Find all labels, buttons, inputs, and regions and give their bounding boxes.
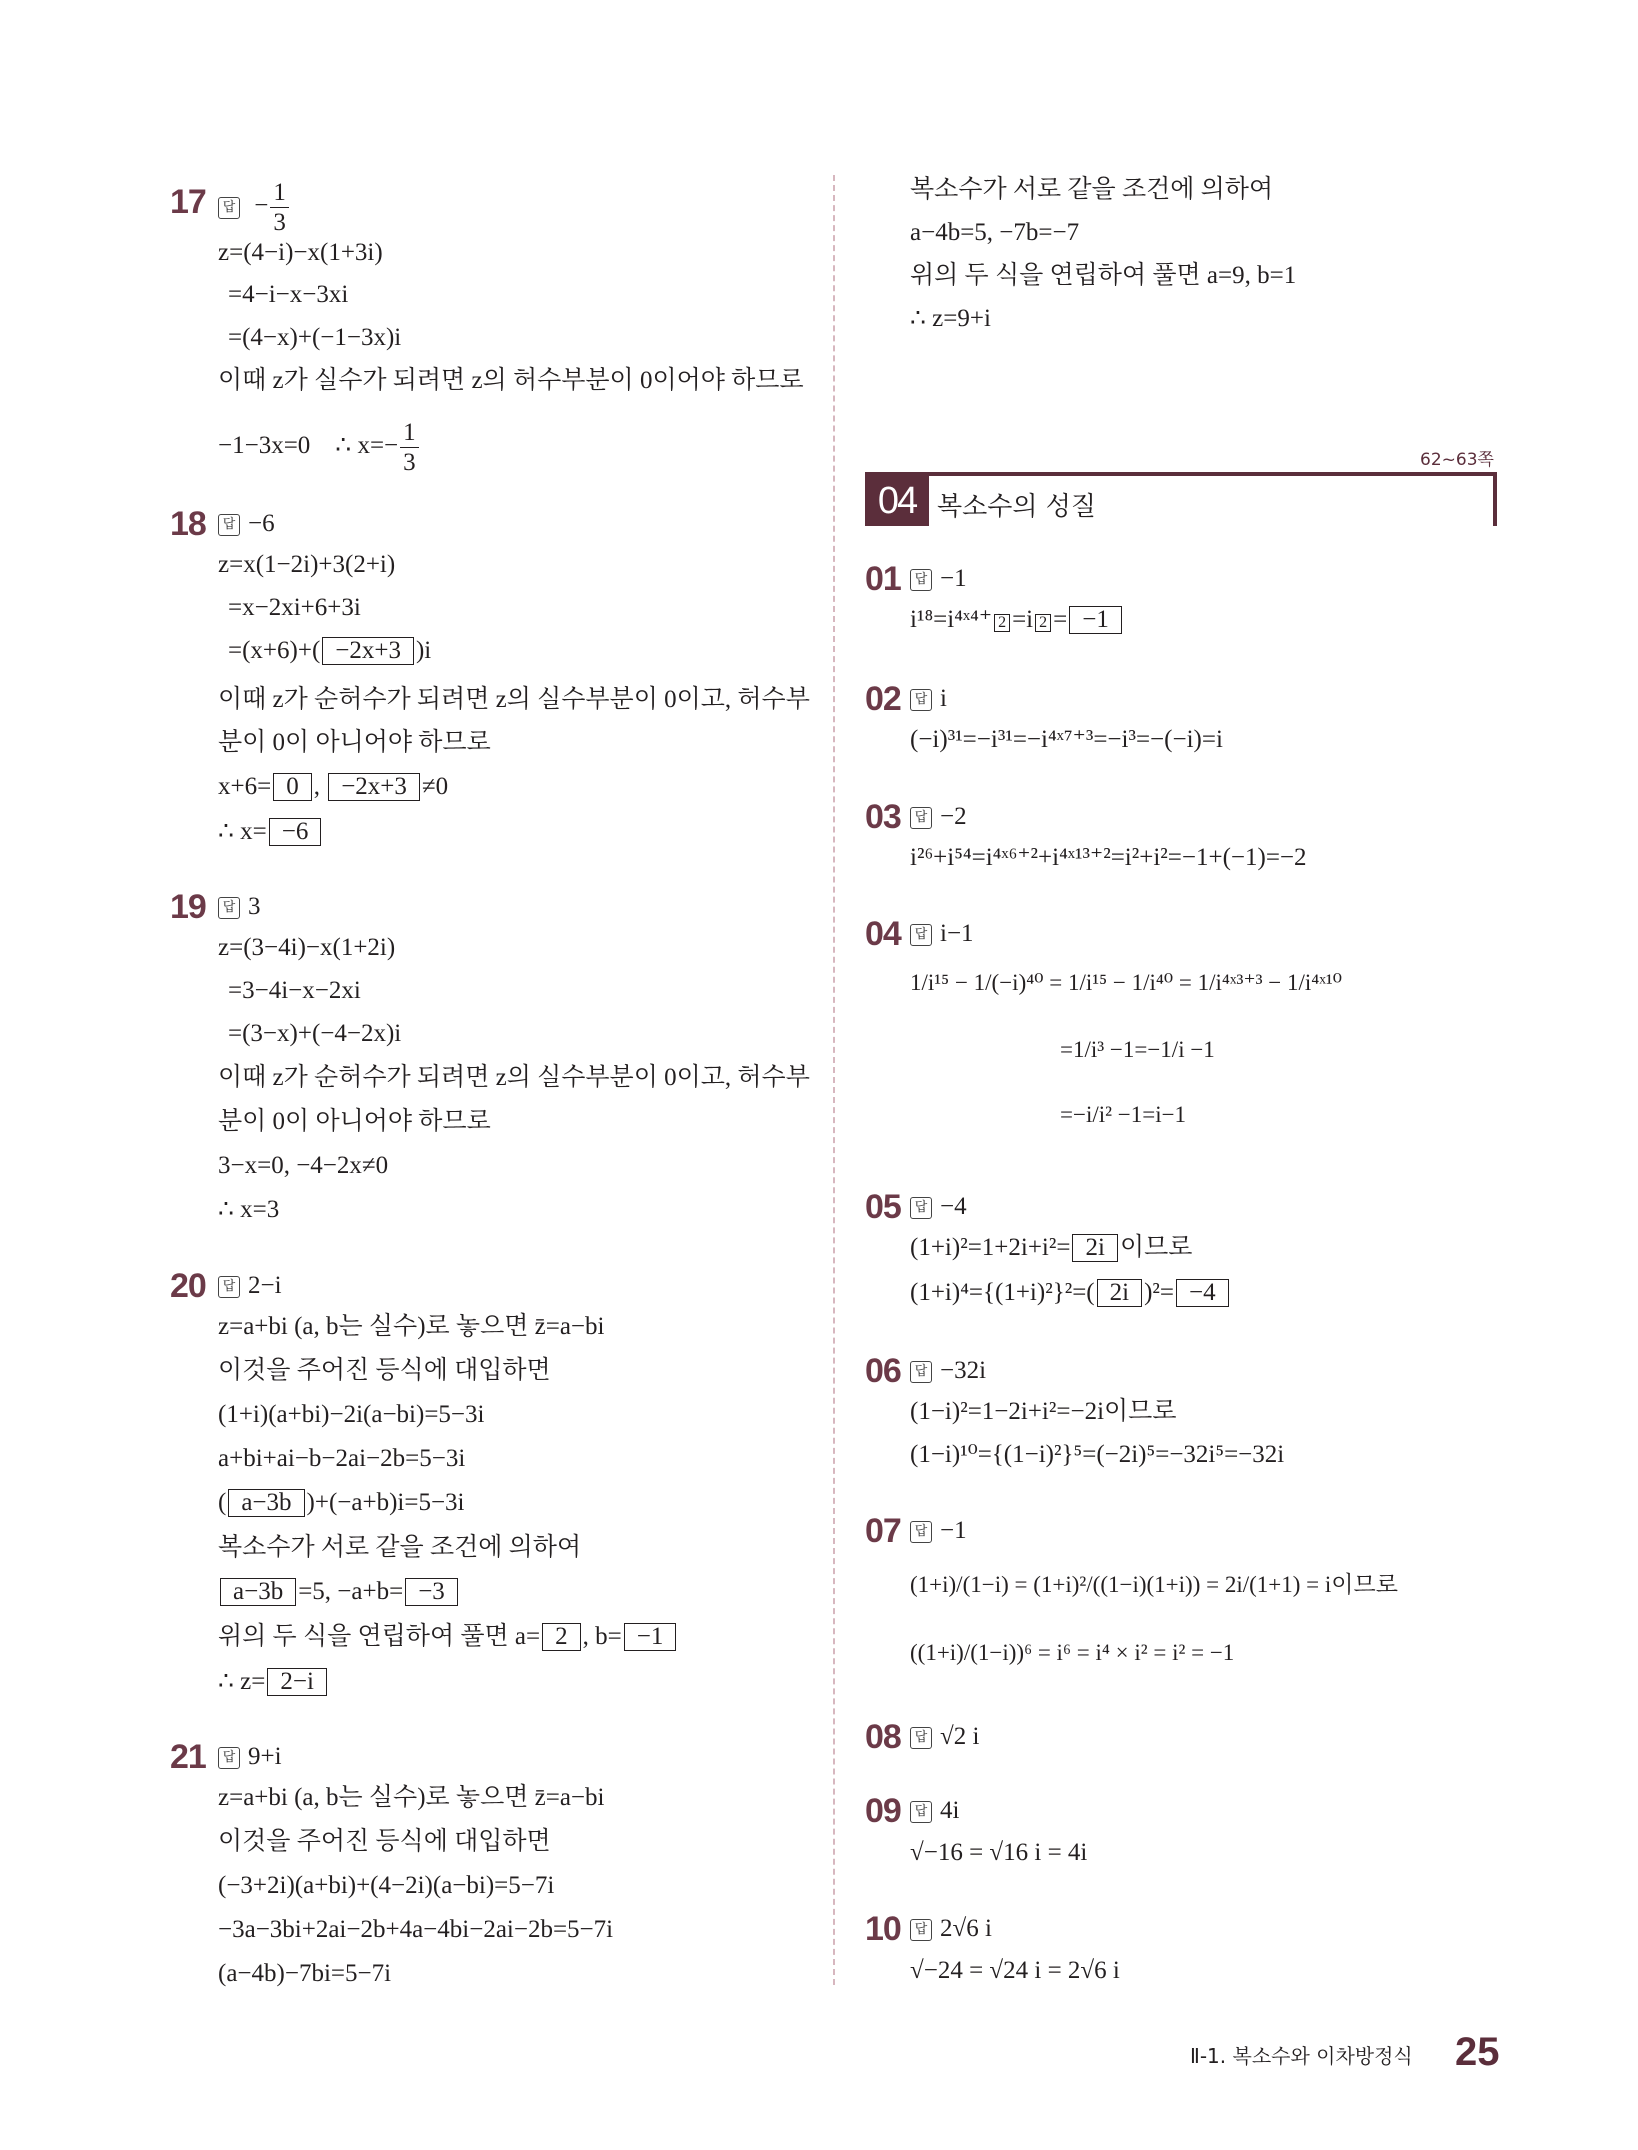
answer-line [910,920,974,948]
blank-box: −1 [624,1623,677,1651]
solution-line: z=a+bi (a, b는 실수)로 놓으면 z̄=a−bi [218,1784,605,1811]
section-title: 복소수의 성질 [937,492,1096,522]
answer-line [910,685,947,713]
solution-line: =x−2xi+6+3i [228,594,361,621]
solution-line: 이때 z가 순허수가 되려면 z의 실수부분이 0이고, 허수부 [218,686,810,713]
solution-line: −3a−3bi+2ai−2b+4a−4bi−2ai−2b=5−7i [218,1916,614,1943]
page-range: 62~63쪽 [1420,450,1494,470]
blank-box: 2i [1072,1234,1117,1262]
answer-value: 2−i [248,1272,282,1299]
solution-line: √−16 = √16 i = 4i [910,1839,1088,1866]
answer-value: 3 [248,893,261,920]
answer-line [910,1915,992,1943]
column-divider [833,175,835,1985]
answer-value: −1 [940,1517,967,1544]
solution-line: 복소수가 서로 같을 조건에 의하여 [910,176,1274,203]
solution-line: (1+i)(a+bi)−2i(a−bi)=5−3i [218,1401,485,1428]
answer-value: √2 i [940,1723,980,1750]
blank-box: −6 [269,818,322,846]
answer-tag-icon: 답 [910,1361,932,1383]
blank-box: −4 [1176,1279,1229,1307]
answer-line [910,1723,979,1751]
answer-line [218,510,275,538]
solution-line: 이때 z가 순허수가 되려면 z의 실수부분이 0이고, 허수부 [218,1064,810,1091]
solution-line: 위의 두 식을 연립하여 풀면 a= 2 , b= −1 [218,1622,678,1652]
solution-line: 3−x=0, −4−2x≠0 [218,1152,389,1179]
blank-box: 2 [1035,614,1051,632]
solution-line: =(x+6)+( −2x+3 )i [228,637,432,664]
problem-number: 20 [170,1267,206,1305]
blank-box: −3 [405,1578,458,1606]
solution-line: ∴ z=9+i [910,305,991,332]
solution-line: 위의 두 식을 연립하여 풀면 a=9, b=1 [910,262,1297,289]
problem-number: 07 [865,1512,901,1550]
answer-line [910,803,967,831]
answer-tag-icon: 답 [218,1276,240,1298]
answer-line [910,1797,959,1825]
answer-value: −4 [940,1193,967,1220]
solution-line: z=x(1−2i)+3(2+i) [218,551,396,578]
answer-value: 9+i [248,1743,282,1770]
problem-number: 05 [865,1188,901,1226]
problem-number: 02 [865,680,901,718]
solution-line: i²⁶+i⁵⁴=i⁴ˣ⁶⁺²+i⁴ˣ¹³⁺²=i²+i²=−1+(−1)=−2 [910,844,1307,871]
problem-number: 08 [865,1718,901,1756]
answer-value: 2√6 i [940,1915,992,1942]
solution-line: a−4b=5, −7b=−7 [910,219,1080,246]
blank-box: 2 [542,1623,581,1651]
page-number: 25 [1455,2030,1500,2074]
solution-line: =(3−x)+(−4−2x)i [228,1020,402,1047]
blank-box: 2−i [267,1668,327,1696]
solution-line: (1+i)/(1−i) = (1+i)²/((1−i)(1+i)) = 2i/(1+1) = i이므로 [910,1572,1398,1597]
solution-line: a+bi+ai−b−2ai−2b=5−3i [218,1445,466,1472]
solution-line: √−24 = √24 i = 2√6 i [910,1957,1120,1984]
solution-line: (1+i)²=1+2i+i²= 2i 이므로 [910,1234,1193,1261]
section-number: 04 [865,476,929,526]
problem-number: 09 [865,1792,901,1830]
solution-line: ( a−3b )+(−a+b)i=5−3i [218,1489,465,1516]
solution-line: (a−4b)−7bi=5−7i [218,1960,392,1987]
answer-tag-icon: 답 [910,1727,932,1749]
blank-box: −2x+3 [328,773,420,801]
solution-line: ∴ z= 2−i [218,1667,329,1697]
answer-value: i−1 [940,920,974,947]
solution-line: (−i)³¹=−i³¹=−i⁴ˣ⁷⁺³=−i³=−(−i)=i [910,726,1223,753]
solution-line: (1−i)²=1−2i+i²=−2i이므로 [910,1398,1177,1425]
answer-tag-icon: 답 [910,924,932,946]
solution-line: (−3+2i)(a+bi)+(4−2i)(a−bi)=5−7i [218,1872,555,1899]
problem-number: 01 [865,560,901,598]
problem-number: 03 [865,798,901,836]
answer-line [218,1272,282,1300]
solution-line: ((1+i)/(1−i))⁶ = i⁶ = i⁴ × i² = i² = −1 [910,1640,1235,1665]
answer-value: −2 [940,803,967,830]
answer-line [910,565,967,593]
solution-line: =3−4i−x−2xi [228,977,361,1004]
solution-line: 이것을 주어진 등식에 대입하면 [218,1357,551,1384]
solution-line: 복소수가 서로 같을 조건에 의하여 [218,1534,582,1561]
answer-tag-icon: 답 [910,807,932,829]
section-header [865,472,1497,526]
solution-line: 분이 0이 아니어야 하므로 [218,1108,491,1135]
answer-line [910,1193,967,1221]
answer-line [218,1743,282,1771]
chapter-footer: Ⅱ-1. 복소수와 이차방정식 [1190,2044,1413,2068]
answer-line: 답 − $\frac{1}{3}$ [218,180,291,235]
answer-tag-icon: 답 [218,197,240,219]
solution-line: =4−i−x−3xi [228,281,349,308]
solution-line: (1−i)¹⁰={(1−i)²}⁵=(−2i)⁵=−32i⁵=−32i [910,1441,1285,1468]
problem-number: 21 [170,1738,206,1776]
problem-number: 06 [865,1352,901,1390]
solution-line: z=(4−i)−x(1+3i) [218,239,383,266]
answer-tag-icon: 답 [910,1521,932,1543]
solution-line: (1+i)⁴={(1+i)²}²=( 2i )²= −4 [910,1278,1231,1308]
solution-line: i¹⁸=i⁴ˣ⁴⁺ 2 =i 2 = −1 [910,605,1124,635]
solution-line: 이것을 주어진 등식에 대입하면 [218,1828,551,1855]
blank-box: 0 [273,773,312,801]
answer-tag-icon: 답 [218,897,240,919]
solution-line: 이때 z가 실수가 되려면 z의 허수부분이 0이어야 하므로 [218,367,804,394]
blank-box: 2i [1097,1279,1142,1307]
answer-line [910,1517,967,1545]
problem-number: 04 [865,915,901,953]
solution-line: 1/i¹⁵ − 1/(−i)⁴⁰ = 1/i¹⁵ − 1/i⁴⁰ = 1/i⁴ˣ³⁺³ − 1/i⁴ˣ¹⁰ [910,970,1343,995]
solution-line: ∴ x= −6 [218,817,323,847]
problem-number: 10 [865,1910,901,1948]
blank-box: −2x+3 [322,637,414,665]
solution-line: −1−3x=0 ∴ x=− $\frac{1}{3}$ [218,420,421,475]
answer-tag-icon: 답 [218,514,240,536]
answer-tag-icon: 답 [910,689,932,711]
answer-tag-icon: 답 [910,1197,932,1219]
solution-line: x+6= 0 , −2x+3 ≠0 [218,773,449,800]
problem-number: 17 [170,183,206,221]
solution-line: =(4−x)+(−1−3x)i [228,324,402,351]
answer-line [910,1357,986,1385]
answer-tag-icon: 답 [910,1919,932,1941]
solution-line: a−3b =5, −a+b= −3 [218,1577,460,1607]
blank-box: 2 [994,614,1010,632]
problem-number: 19 [170,888,206,926]
blank-box: a−3b [220,1578,296,1606]
solution-line: z=(3−4i)−x(1+2i) [218,934,396,961]
blank-box: a−3b [228,1489,304,1517]
solution-line: 분이 0이 아니어야 하므로 [218,729,491,756]
answer-tag-icon: 답 [910,1801,932,1823]
answer-value: i [940,685,947,712]
problem-number: 18 [170,505,206,543]
answer-value: −6 [248,510,275,537]
answer-value: −1 [940,565,967,592]
answer-tag-icon: 답 [910,569,932,591]
blank-box: −1 [1069,606,1122,634]
answer-value: −32i [940,1357,987,1384]
answer-tag-icon: 답 [218,1747,240,1769]
solution-line: =−i/i² −1=i−1 [1060,1102,1187,1127]
answer-value: 4i [940,1797,960,1824]
solution-line: =1/i³ −1=−1/i −1 [1060,1037,1215,1062]
solution-line: z=a+bi (a, b는 실수)로 놓으면 z̄=a−bi [218,1313,605,1340]
solution-line: ∴ x=3 [218,1196,280,1223]
answer-line [218,893,261,921]
